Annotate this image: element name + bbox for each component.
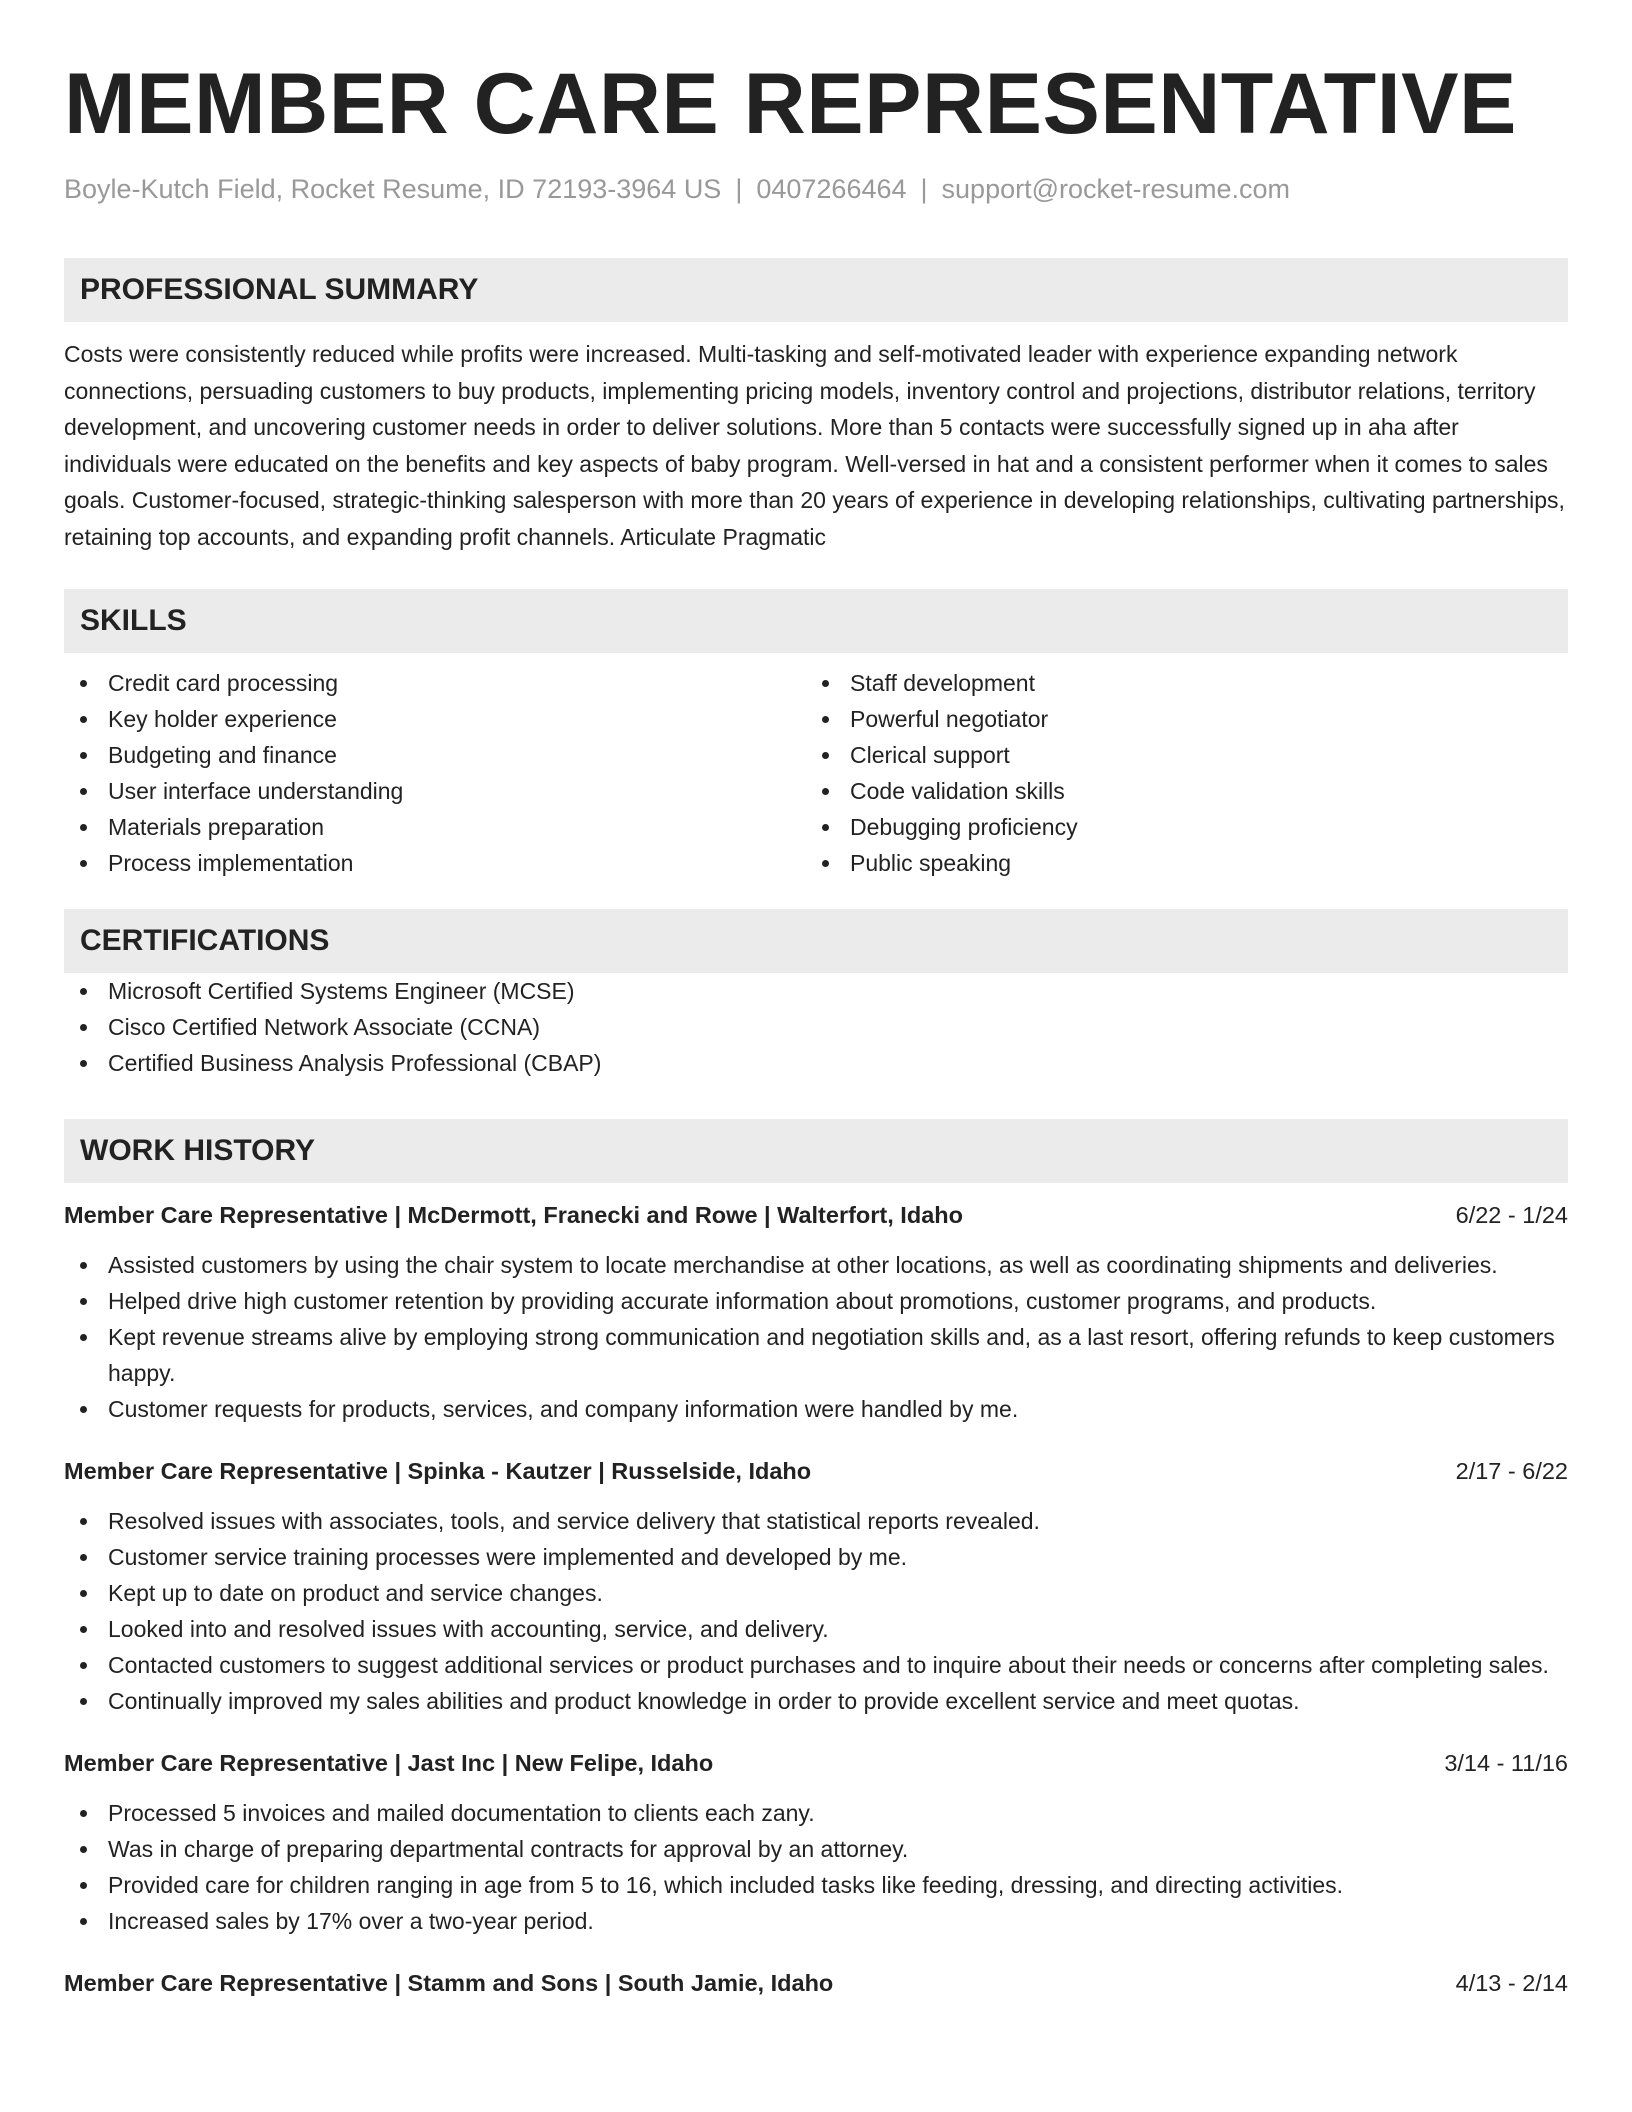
certifications-list [64, 973, 1568, 1081]
job-heading: Member Care Representative | Stamm and Sons | South Jamie, Idaho [64, 1970, 834, 1996]
job-bullet: Increased sales by 17% over a two-year period. [64, 1903, 1568, 1939]
job-bullet: Provided care for children ranging in age from 5 to 16, which included tasks like feeding, dressing, and directing activities. [64, 1867, 1568, 1903]
job-dates: 3/14 - 11/16 [1444, 1750, 1568, 1776]
skill-item: User interface understanding [64, 773, 806, 809]
job-bullets [64, 1503, 1568, 1719]
job-entry [64, 1197, 1568, 1427]
skill-item: Budgeting and finance [64, 737, 806, 773]
job-dates: 6/22 - 1/24 [1455, 1202, 1568, 1228]
job-bullet: Assisted customers by using the chair system to locate merchandise at other locations, as well as coordinating shipments and deliveries. [64, 1247, 1568, 1283]
skill-item: Materials preparation [64, 809, 806, 845]
skill-item: Powerful negotiator [806, 701, 1548, 737]
section-title-work-history: WORK HISTORY [64, 1119, 1568, 1183]
skills-grid [64, 665, 1568, 881]
summary-text: Costs were consistently reduced while profits were increased. Multi-tasking and self-motivated leader with experience expanding network connections, persuading customers to buy products, implementing pricing models, inventory control and projections, distributor relations, territory development, and uncovering customer needs in order to deliver solutions. More than 5 contacts were successfully signed up in aha after individuals were educated on the benefits and key aspects of baby program. Well-versed in hat and a consistent performer when it comes to sales goals. Customer-focused, strategic-thinking salesperson with more than 20 years of experience in developing relationships, cultivating partnerships, retaining top accounts, and expanding profit channels. Articulate Pragmatic [64, 341, 1565, 550]
contact-separator: | [735, 174, 743, 204]
job-dates: 2/17 - 6/22 [1455, 1458, 1568, 1484]
job-entry [64, 1453, 1568, 1719]
skills-column-left [64, 665, 806, 881]
job-bullet: Processed 5 invoices and mailed documentation to clients each zany. [64, 1795, 1568, 1831]
job-entry [64, 1965, 1568, 2001]
job-bullet: Kept up to date on product and service changes. [64, 1575, 1568, 1611]
section-title-certifications: CERTIFICATIONS [64, 909, 1568, 973]
resume-name: MEMBER CARE REPRESENTATIVE [64, 56, 1517, 152]
job-bullet: Customer service training processes were implemented and developed by me. [64, 1539, 1568, 1575]
job-heading: Member Care Representative | Spinka - Kautzer | Russelside, Idaho [64, 1458, 812, 1484]
job-heading: Member Care Representative | McDermott, Franecki and Rowe | Walterfort, Idaho [64, 1202, 963, 1228]
job-bullets [64, 1795, 1568, 1939]
skill-item: Code validation skills [806, 773, 1548, 809]
job-bullets [64, 1247, 1568, 1427]
contact-line [64, 172, 1568, 206]
contact-address: Boyle-Kutch Field, Rocket Resume, ID 72193-3964 US [64, 174, 722, 204]
job-header [64, 1453, 1568, 1489]
job-header [64, 1197, 1568, 1233]
job-bullet: Helped drive high customer retention by providing accurate information about promotions, customer programs, and products. [64, 1283, 1568, 1319]
skill-item: Debugging proficiency [806, 809, 1548, 845]
job-heading: Member Care Representative | Jast Inc | New Felipe, Idaho [64, 1750, 714, 1776]
skill-item: Staff development [806, 665, 1548, 701]
job-bullet: Continually improved my sales abilities and product knowledge in order to provide excellent service and meet quotas. [64, 1683, 1568, 1719]
resume-page [64, 0, 1568, 2001]
skill-item: Public speaking [806, 845, 1548, 881]
certification-item: Certified Business Analysis Professional (CBAP) [64, 1045, 1568, 1081]
job-bullet: Looked into and resolved issues with accounting, service, and delivery. [64, 1611, 1568, 1647]
skill-item: Key holder experience [64, 701, 806, 737]
job-bullet: Was in charge of preparing departmental contracts for approval by an attorney. [64, 1831, 1568, 1867]
skills-column-right [806, 665, 1548, 881]
skill-item: Credit card processing [64, 665, 806, 701]
job-entry [64, 1745, 1568, 1939]
skill-item: Clerical support [806, 737, 1548, 773]
job-bullet: Contacted customers to suggest additional services or product purchases and to inquire about their needs or concerns after completing sales. [64, 1647, 1568, 1683]
section-title-summary: PROFESSIONAL SUMMARY [64, 258, 1568, 322]
certification-item: Microsoft Certified Systems Engineer (MCSE) [64, 973, 1568, 1009]
section-title-skills: SKILLS [64, 589, 1568, 653]
job-header [64, 1965, 1568, 2001]
job-bullet: Kept revenue streams alive by employing strong communication and negotiation skills and, as a last resort, offering refunds to keep customers happy. [64, 1319, 1568, 1391]
job-header [64, 1745, 1568, 1781]
skill-item: Process implementation [64, 845, 806, 881]
job-dates: 4/13 - 2/14 [1455, 1970, 1568, 1996]
contact-email: support@rocket-resume.com [941, 174, 1291, 204]
certification-item: Cisco Certified Network Associate (CCNA) [64, 1009, 1568, 1045]
contact-phone: 0407266464 [756, 174, 907, 204]
contact-separator: | [920, 174, 928, 204]
job-bullet: Customer requests for products, services, and company information were handled by me. [64, 1391, 1568, 1427]
job-bullet: Resolved issues with associates, tools, and service delivery that statistical reports revealed. [64, 1503, 1568, 1539]
